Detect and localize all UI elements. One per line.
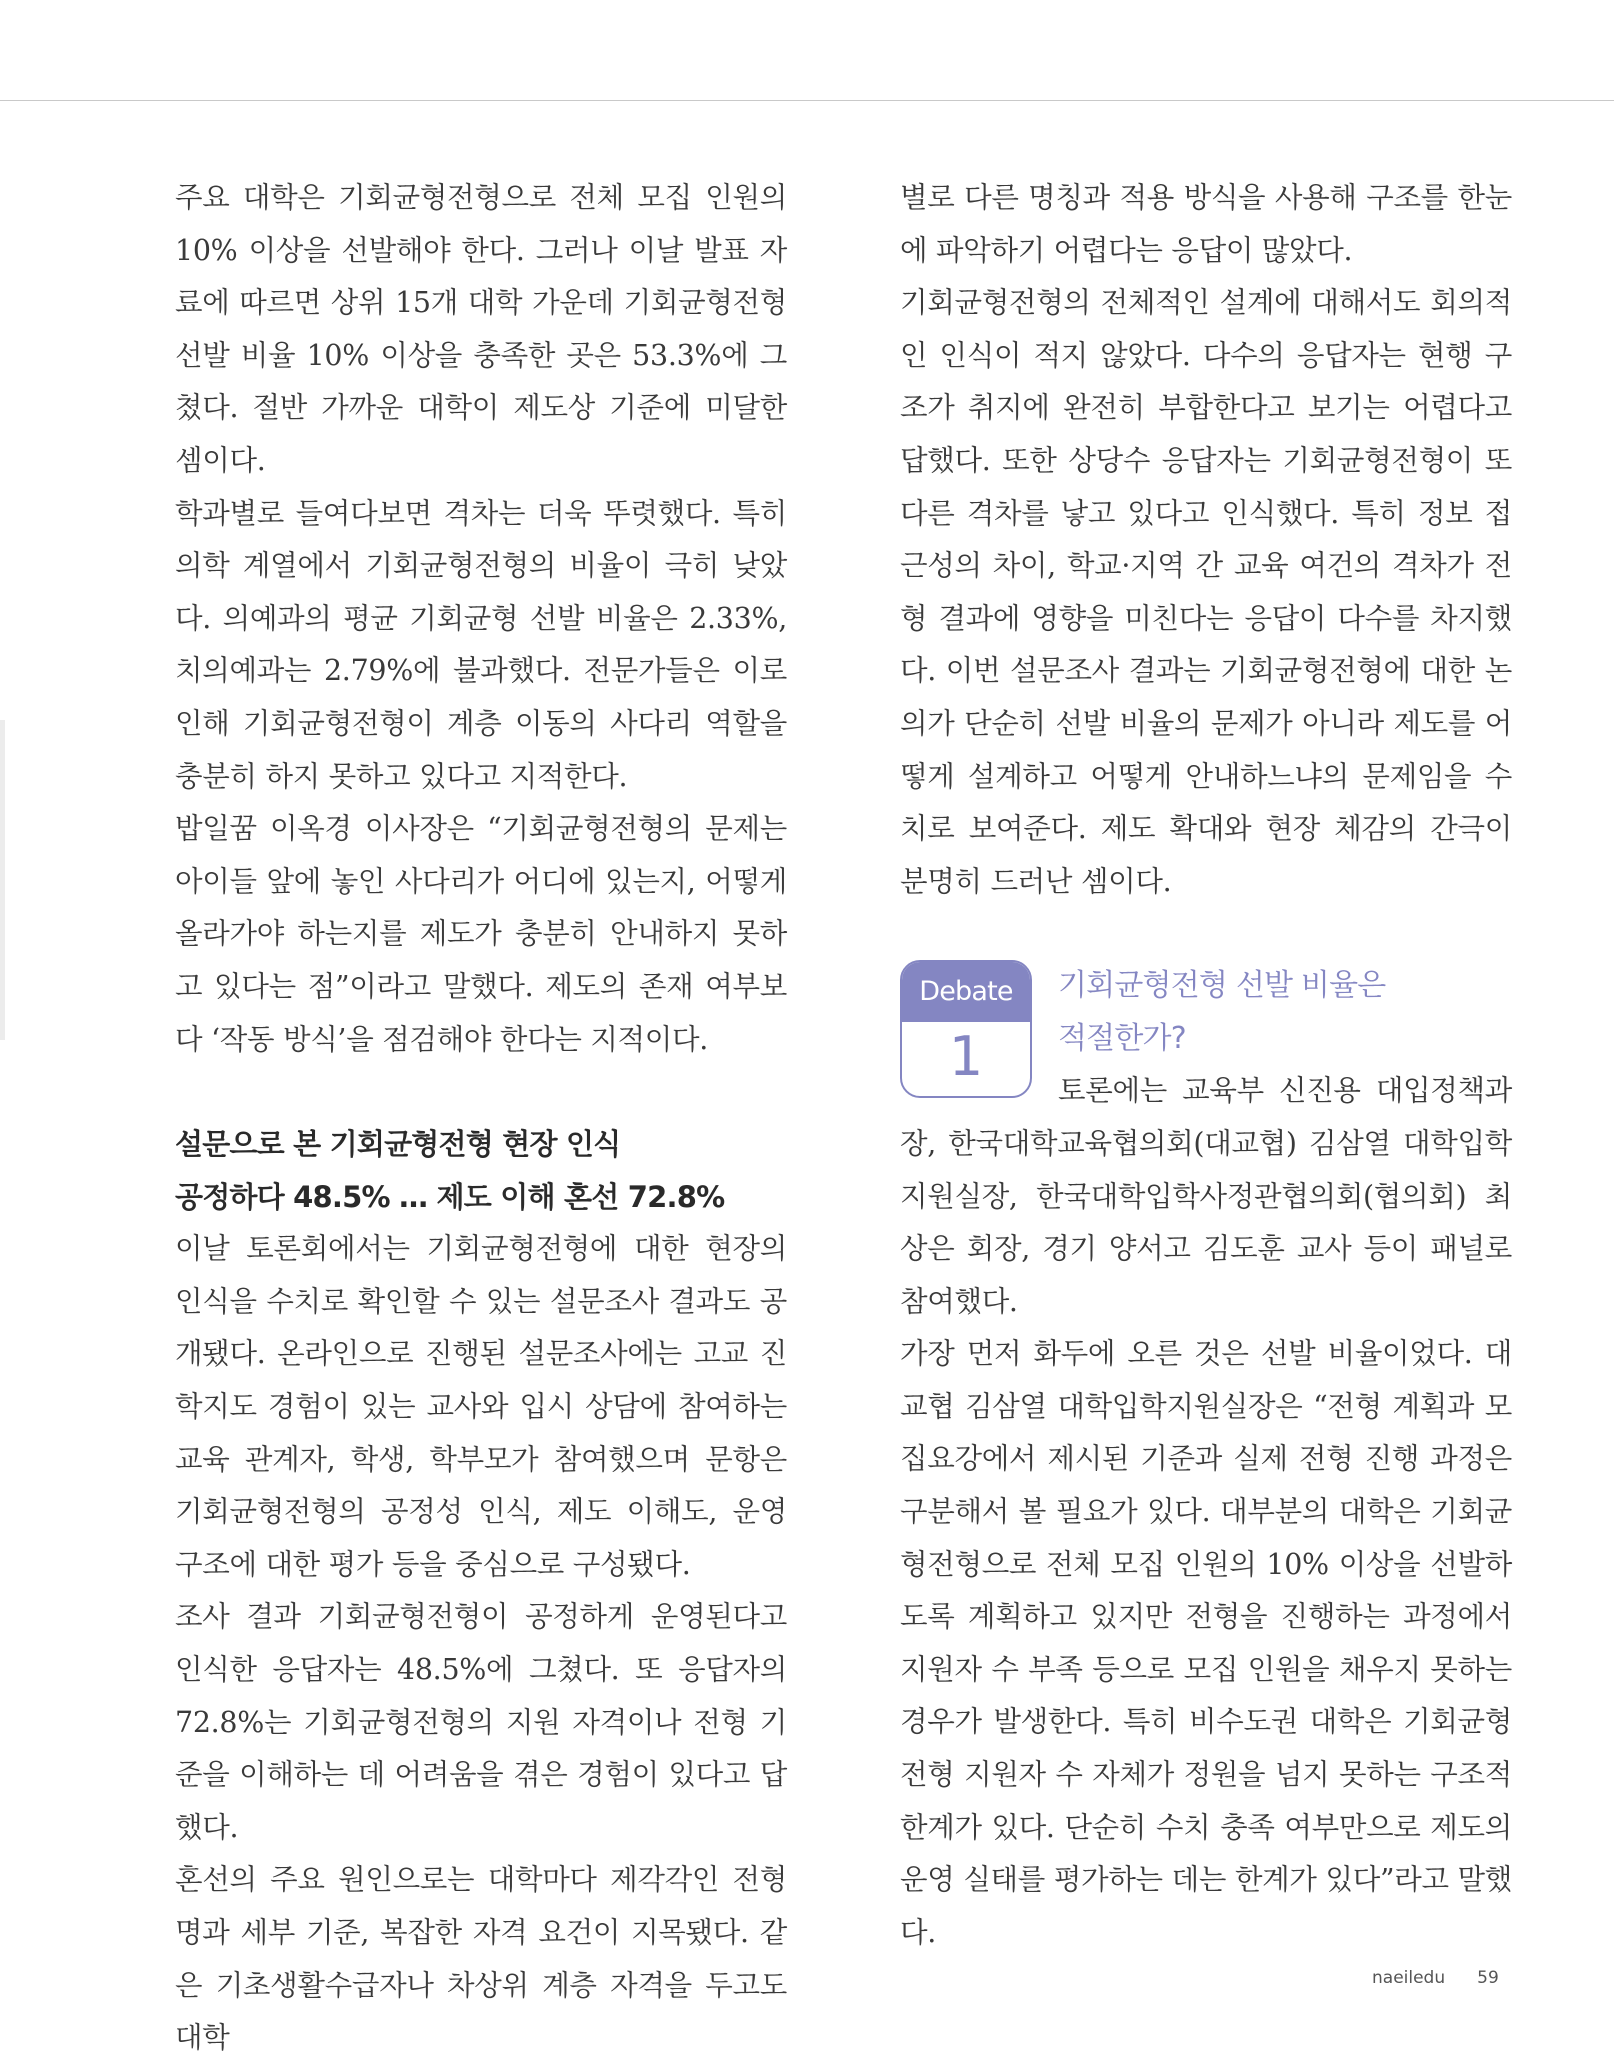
body-paragraph: 학과별로 들여다보면 격차는 더욱 뚜렷했다. 특히 의학 계열에서 기회균형전형의 비율이 극히 낮았다. 의예과의 평균 기회균형 선발 비율은 2.33%, 치의예과는 2.79%에 불과했다. 전문가들은 이로 인해 기회균형전형이 계층 이동의 사다리 역할을 충분히 하지 못하고 있다고 지적한다.: [175, 496, 787, 793]
right-column: [900, 172, 1512, 1959]
body-paragraph: 기회균형전형의 전체적인 설계에 대해서도 회의적인 인식이 적지 않았다. 다수의 응답자는 현행 구조가 취지에 완전히 부합한다고 보기는 어렵다고 답했다. 또한 상당수 응답자는 기회균형전형이 또 다른 격차를 낳고 있다고 인식했다. 특히 정보 접근성의 차이, 학교·지역 간 교육 여건의 격차가 전형 결과에 영향을 미친다는 응답이 다수를 차지했다. 이번 설문조사 결과는 기회균형전형에 대한 논의가 단순히 선발 비율의 문제가 아니라 제도를 어떻게 설계하고 어떻게 안내하느냐의 문제임을 수치로 보여준다. 제도 확대와 현장 체감의 간극이 분명히 드러난 셈이다.: [900, 286, 1512, 898]
body-paragraph: 이날 토론회에서는 기회균형전형에 대한 현장의 인식을 수치로 확인할 수 있는 설문조사 결과도 공개됐다. 온라인으로 진행된 설문조사에는 고교 진학지도 경험이 있는 교사와 입시 상담에 참여하는 교육 관계자, 학생, 학부모가 참여했으며 문항은 기회균형전형의 공정성 인식, 제도 이해도, 운영 구조에 대한 평가 등을 중심으로 구성됐다.: [175, 1232, 787, 1581]
body-paragraph: 혼선의 주요 원인으로는 대학마다 제각각인 전형명과 세부 기준, 복잡한 자격 요건이 지목됐다. 같은 기초생활수급자나 차상위 계층 자격을 두고도 대학: [175, 1863, 787, 2055]
top-divider: [0, 100, 1614, 101]
debate-badge: [900, 960, 1032, 1098]
body-paragraph: 조사 결과 기회균형전형이 공정하게 운영된다고 인식한 응답자는 48.5%에 그쳤다. 또 응답자의 72.8%는 기회균형전형의 지원 자격이나 전형 기준을 이해하는 데 어려움을 겪은 경험이 있다고 답했다.: [175, 1600, 787, 1844]
debate-title: [1058, 960, 1498, 1065]
body-paragraph: 주요 대학은 기회균형전형으로 전체 모집 인원의 10% 이상을 선발해야 한다. 그러나 이날 발표 자료에 따르면 상위 15개 대학 가운데 기회균형전형 선발 비율 10% 이상을 충족한 곳은 53.3%에 그쳤다. 절반 가까운 대학이 제도상 기준에 미달한 셈이다.: [175, 181, 787, 477]
left-column: [175, 172, 787, 2065]
spacer: [900, 908, 1512, 960]
body-paragraph: 별로 다른 명칭과 적용 방식을 사용해 구조를 한눈에 파악하기 어렵다는 응답이 많았다.: [900, 181, 1512, 267]
section-subheading-line2: 공정하다 48.5% … 제도 이해 혼선 72.8%: [175, 1179, 725, 1214]
spacer: [175, 1066, 787, 1118]
page-footer: [1372, 1968, 1499, 1988]
left-edge-mark: [0, 720, 5, 1040]
debate-title-line2: 적절한가?: [1058, 1020, 1186, 1056]
section-subheading-line1: 설문으로 본 기회균형전형 현장 인식: [175, 1127, 621, 1162]
debate-badge-number: 1: [948, 1025, 984, 1089]
publication-name: naeiledu: [1372, 1968, 1446, 1988]
body-paragraph: 토론에는 교육부 신진용 대입정책과장, 한국대학교육협의회(대교협) 김삼열 대학입학지원실장, 한국대학입학사정관협의회(협의회) 최상은 회장, 경기 양서고 김도훈 교사 등이 패널로 참여했다.: [900, 1074, 1512, 1318]
debate-title-line1: 기회균형전형 선발 비율은: [1058, 968, 1386, 1004]
page-number: 59: [1477, 1968, 1499, 1988]
body-paragraph: 가장 먼저 화두에 오른 것은 선발 비율이었다. 대교협 김삼열 대학입학지원실장은 “전형 계획과 모집요강에서 제시된 기준과 실제 전형 진행 과정은 구분해서 볼 필요가 있다. 대부분의 대학은 기회균형전형으로 전체 모집 인원의 10% 이상을 선발하도록 계획하고 있지만 전형을 진행하는 과정에서 지원자 수 부족 등으로 모집 인원을 채우지 못하는 경우가 발생한다. 특히 비수도권 대학은 기회균형전형 지원자 수 자체가 정원을 넘지 못하는 구조적 한계가 있다. 단순히 수치 충족 여부만으로 제도의 운영 실태를 평가하는 데는 한계가 있다”라고 말했다.: [900, 1337, 1512, 1949]
debate-badge-label: Debate: [902, 962, 1030, 1022]
body-paragraph: 밥일꿈 이옥경 이사장은 “기회균형전형의 문제는 아이들 앞에 놓인 사다리가 어디에 있는지, 어떻게 올라가야 하는지를 제도가 충분히 안내하지 못하고 있다는 점”이라고 말했다. 제도의 존재 여부보다 ‘작동 방식’을 점검해야 한다는 지적이다.: [175, 812, 787, 1056]
debate-section-header: [900, 960, 1512, 1089]
